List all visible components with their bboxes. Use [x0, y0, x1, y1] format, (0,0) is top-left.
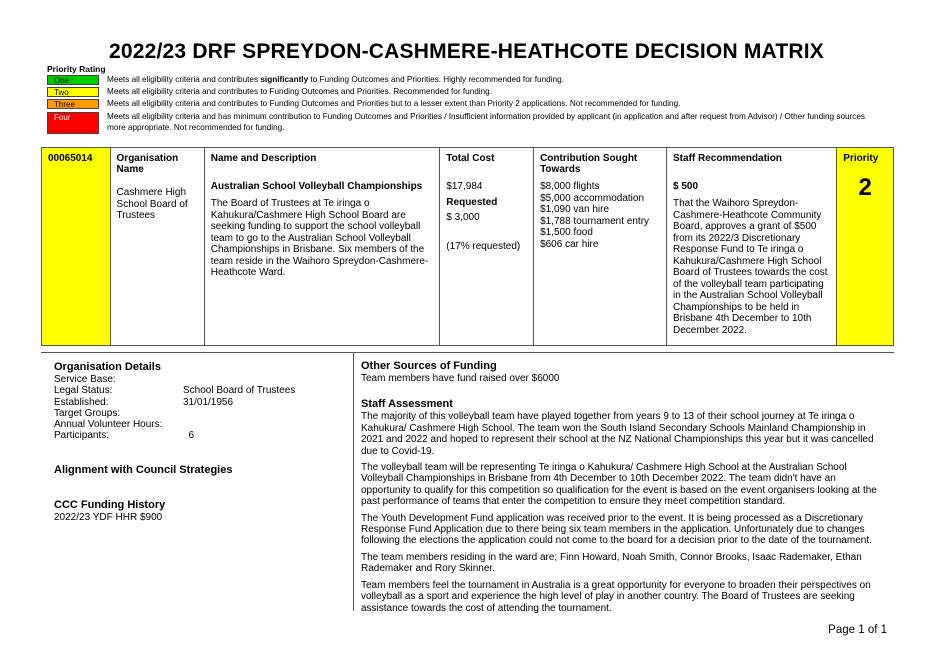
organisation-header: Organisation Name: [116, 153, 179, 175]
total-cost-value: $17,984: [446, 181, 483, 192]
detail-row: [54, 397, 344, 408]
priority-desc-two: Meets all eligibility criteria and contributes to Funding Outcomes and Priorities. Recommended for funding.: [107, 87, 493, 96]
alignment-heading: Alignment with Council Strategies: [54, 463, 233, 476]
assessment-paragraph: The volleyball team will be representing Te iringa o Kahukura/ Cashmere High School at the Australian School Volleyball Championships in Brisbane from 4th December to 10th December 2022. The team didn't have an opportunity to qualify for this competition so qualification for the event is based on the event organisers looking at the past performance of teams that enter the competition to ensure they meet competition standard.: [361, 462, 877, 508]
priority-swatch-three: Three: [47, 99, 99, 109]
priority-desc-four: Meets all eligibility criteria and has minimum contribution to Funding Outcomes and Priorities / Insufficient information provided by applicant (in application and after request from Advisor) / Other funding sources more appropriate. Not recommended for funding.: [107, 112, 866, 132]
contribution-item: $606 car hire: [540, 238, 599, 250]
project-description: The Board of Trustees at Te iringa o Kahukura/Cashmere High School Board are seeking funding to support the school volleyball team to go to the Australian School Volleyball Championships in Brisbane. Six members of the team reside in the Waihoro Spreydon-Cashmere-Heathcote Ward.: [210, 198, 429, 278]
priority-swatch-two: Two: [47, 87, 99, 97]
application-id-cell: [42, 148, 111, 346]
requested-label: Requested: [446, 197, 498, 208]
detail-label: Legal Status:: [54, 385, 113, 397]
application-id: 00065014: [48, 153, 93, 164]
right-column: [361, 360, 881, 619]
contribution-header: Contribution Sought Towards: [540, 153, 638, 175]
priority-row-three: [47, 99, 877, 110]
section-divider: [41, 352, 894, 353]
priority-header: Priority: [843, 153, 879, 164]
page-title: 2022/23 DRF SPREYDON-CASHMERE-HEATHCOTE DECISION MATRIX: [109, 40, 824, 63]
other-sources-text: Team members have fund raised over $6000: [361, 373, 560, 384]
detail-row: [54, 374, 344, 385]
organisation-cell: [110, 148, 204, 346]
detail-label: Annual Volunteer Hours:: [54, 419, 163, 431]
detail-label: Service Base:: [54, 374, 116, 385]
priority-swatch-one: One: [47, 75, 99, 85]
contribution-item: $8,000 flights: [540, 181, 600, 192]
detail-row: [54, 408, 344, 419]
detail-value: 31/01/1956: [183, 396, 234, 408]
page-number: Page 1 of 1: [828, 624, 887, 636]
detail-label: Participants:: [54, 430, 110, 442]
priority-swatch-four: Four: [47, 112, 99, 134]
organisation-name: Cashmere High School Board of Trustees: [116, 187, 188, 221]
priority-value: 2: [858, 174, 872, 201]
requested-amount: $ 3,000: [446, 212, 480, 223]
staff-recommendation-cell: [667, 148, 837, 346]
assessment-paragraph: The Youth Development Fund application was received prior to the event. It is being processed as a Discretionary Response Fund Application due to there being six team members in the application. Unfortunately due to changes following the elections the application could not come to the board for a decision prior to the date of the tournament.: [361, 512, 872, 547]
name-description-cell: [204, 148, 440, 346]
funding-history-text: 2022/23 YDF HHR $900: [54, 511, 163, 523]
priority-row-two: [47, 87, 877, 98]
detail-row: [54, 385, 344, 396]
priority-desc-one: Meets all eligibility criteria and contributes significantly to Funding Outcomes and Priorities. Highly recommended for funding.: [107, 75, 564, 84]
contribution-list: [540, 181, 660, 250]
staff-recommendation-header: Staff Recommendation: [673, 153, 782, 164]
recommendation-text: That the Waihoro Spreydon-Cashmere-Heathcote Community Board, approves a grant of $500 from its 2022/3 Discretionary Response Fund to Te iringa o Kahukura/Cashmere High School Board of Trustees towards the cost of the volleyball team participating in the Australian School Volleyball Championships to be held in Brisbane 4th December to 10th December 2022.: [673, 198, 828, 336]
application-table: [41, 147, 894, 346]
assessment-paragraph: The team members residing in the ward are; Finn Howard, Noah Smith, Connor Brooks, Isaac Rademaker, Ethan Rademaker and Rory Skinner.: [361, 551, 862, 575]
column-divider: [353, 353, 354, 611]
priority-cell: [837, 148, 894, 346]
assessment-paragraph: The majority of this volleyball team have played together from years 9 to 13 of their school journey at Te iringa o Kahukura/ Cashmere High School. The team won the South Island Secondary Schools Mainland Championship in 2021 and 2022 and hoped to represent their school at the NZ National Championships this year but it was cancelled due to Covid-19.: [361, 411, 874, 457]
priority-rating-heading: Priority Rating: [47, 64, 106, 74]
contribution-item: $1,090 van hire: [540, 204, 610, 215]
organisation-details-list: [54, 374, 344, 442]
detail-row: [54, 430, 344, 441]
organisation-details-heading: Organisation Details: [54, 361, 161, 373]
priority-desc-three: Meets all eligibility criteria and contributes to Funding Outcomes and Priorities but to a lesser extent than Priority 2 applications. Not recommended for funding.: [107, 99, 681, 108]
detail-label: Established:: [54, 396, 109, 408]
detail-value: School Board of Trustees: [183, 385, 296, 397]
total-cost-cell: [440, 148, 534, 346]
left-column: [54, 361, 344, 523]
funding-history-heading: CCC Funding History: [54, 498, 166, 511]
other-sources-heading: Other Sources of Funding: [361, 360, 497, 372]
total-cost-header: Total Cost: [446, 153, 495, 164]
name-description-header: Name and Description: [210, 153, 317, 164]
detail-value: 6: [183, 430, 195, 442]
contribution-item: $1,500 food: [540, 227, 593, 238]
requested-percent: (17% requested): [446, 241, 521, 252]
priority-row-one: [47, 75, 877, 86]
staff-assessment-heading: Staff Assessment: [361, 398, 453, 411]
contribution-cell: [534, 148, 667, 346]
project-name: Australian School Volleyball Championships: [210, 181, 423, 192]
detail-row: [54, 419, 344, 430]
contribution-item: $1,788 tournament entry: [540, 215, 650, 227]
recommended-amount: $ 500: [673, 181, 699, 192]
detail-label: Target Groups:: [54, 407, 121, 419]
priority-row-four: [47, 112, 877, 134]
contribution-item: $5,000 accommodation: [540, 192, 645, 204]
assessment-paragraph: Team members feel the tournament in Australia is a great opportunity for everyone to broaden their perspectives on volleyball as a sport and experience the high level of play in another country. The Board of Trustees are seeking assistance towards the cost of attending the tournament.: [361, 579, 871, 614]
